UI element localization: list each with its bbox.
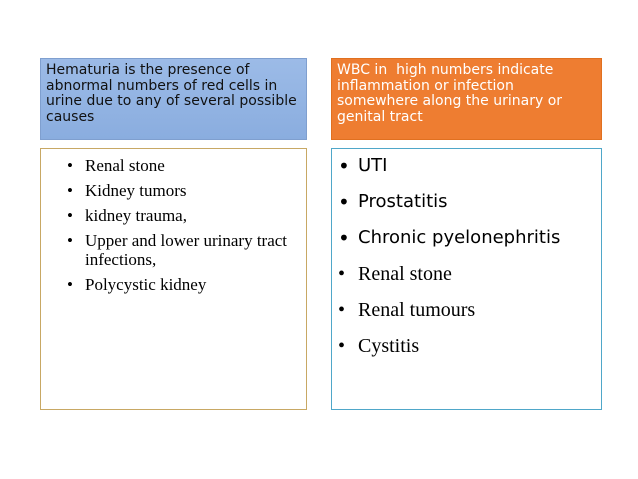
list-item: • Kidney tumors <box>67 181 303 200</box>
wbc-causes-list <box>338 151 600 367</box>
list-item: • Renal stone <box>67 156 303 175</box>
hematuria-header-text: Hematuria is the presence of abnormal numbers of red cells in urine due to any of several possible causes <box>46 62 297 125</box>
hematuria-header <box>40 58 307 140</box>
wbc-header <box>331 58 602 140</box>
wbc-header-text: WBC in high numbers indicate inflammation or infection somewhere along the urinary or genital tract <box>337 62 567 125</box>
list-item: • Renal tumours <box>338 295 600 331</box>
hematuria-causes-box <box>40 148 307 410</box>
list-item: • UTI <box>338 151 600 187</box>
list-item: • Polycystic kidney <box>67 275 303 294</box>
list-item: • Upper and lower urinary tract infections, <box>67 231 303 269</box>
wbc-causes-box <box>331 148 602 410</box>
list-item: • kidney trauma, <box>67 206 303 225</box>
list-item: • Chronic pyelonephritis <box>338 223 600 259</box>
hematuria-causes-list <box>67 156 303 300</box>
list-item: • Cystitis <box>338 331 600 367</box>
list-item: • Prostatitis <box>338 187 600 223</box>
list-item: • Renal stone <box>338 259 600 295</box>
